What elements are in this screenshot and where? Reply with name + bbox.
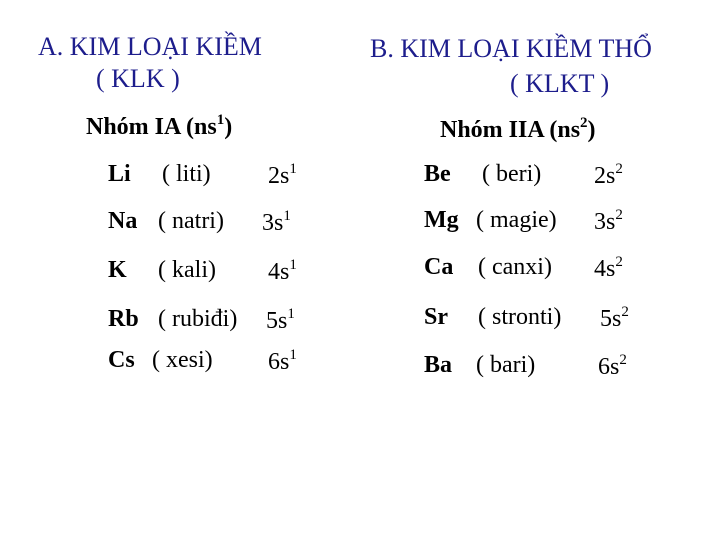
element-symbol: Mg <box>424 207 459 233</box>
element-name: ( liti) <box>162 161 211 187</box>
element-symbol: Be <box>424 161 451 187</box>
electron-config: $5s^2$ <box>600 304 629 332</box>
element-symbol: K <box>108 257 127 283</box>
element-symbol: Sr <box>424 304 448 330</box>
element-symbol: Li <box>108 161 131 187</box>
electron-config: $6s^1$ <box>268 347 297 375</box>
element-name: ( beri) <box>482 161 542 187</box>
element-symbol: Rb <box>108 306 139 332</box>
element-name: ( canxi) <box>478 254 552 280</box>
left-heading-title: A. KIM LOẠI KIỀM <box>38 32 262 61</box>
element-name: ( kali) <box>158 257 216 283</box>
element-name: ( stronti) <box>478 304 562 330</box>
right-group-close: ) <box>587 117 596 143</box>
element-symbol: Na <box>108 208 138 234</box>
electron-config: $4s^1$ <box>268 257 297 285</box>
element-name: ( rubiđi) <box>158 306 238 332</box>
element-name: ( magie) <box>476 207 557 233</box>
electron-config: $5s^1$ <box>266 306 295 334</box>
element-name: ( natri) <box>158 208 224 234</box>
right-group-label <box>440 116 596 142</box>
electron-config: $3s^2$ <box>594 207 623 235</box>
element-name: ( bari) <box>476 352 536 378</box>
left-heading-abbr: ( KLK ) <box>96 64 180 93</box>
right-group-exp: 2 <box>580 115 588 131</box>
electron-config: $2s^1$ <box>268 161 297 189</box>
electron-config: $2s^2$ <box>594 161 623 189</box>
electron-config: $6s^2$ <box>598 352 627 380</box>
electron-config: $3s^1$ <box>262 208 291 236</box>
left-group-exp: 1 <box>216 112 225 128</box>
left-group-label <box>86 113 232 139</box>
right-group-text: Nhóm IIA (ns <box>440 117 581 143</box>
element-symbol: Ba <box>424 352 453 378</box>
right-heading-title: B. KIM LOẠI KIỀM THỔ <box>370 34 652 63</box>
element-symbol: Ca <box>424 254 454 280</box>
element-name: ( xesi) <box>152 347 213 373</box>
element-symbol: Cs <box>108 347 135 373</box>
left-group-text: Nhóm IA (ns <box>86 114 217 140</box>
left-group-close: ) <box>224 114 233 140</box>
electron-config: $4s^2$ <box>594 254 623 282</box>
right-heading-abbr: ( KLKT ) <box>510 69 610 98</box>
